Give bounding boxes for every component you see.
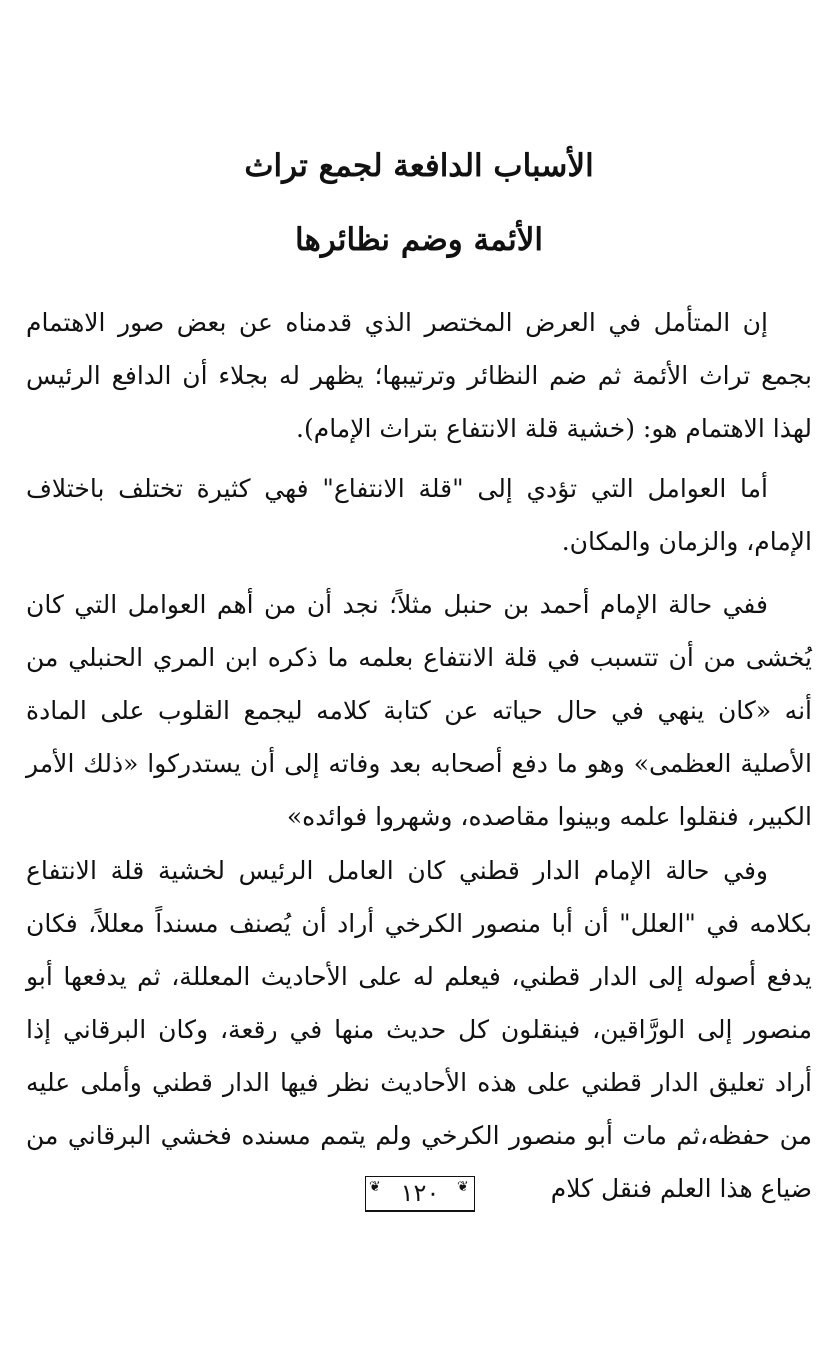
paragraph-3 xyxy=(26,578,812,843)
page-number: ١٢٠ xyxy=(400,1179,440,1207)
paragraph-4 xyxy=(26,844,812,1215)
section-title-line-1: الأسباب الدافعة لجمع تراث xyxy=(244,148,594,184)
paragraph-4-text: وفي حالة الإمام الدار قطني كان العامل الرئيس لخشية قلة الانتفاع بكلامه في "العلل" أن أبا منصور الكرخي أراد أن يُصنف مسنداً معللاً، فكان يدفع أصوله إلى الدار قطني، فيعلم له على الأحاديث المعللة، ثم يدفعها أبو منصور إلى الورَّاقين، فينقلون كل حديث منها في رقعة، وكان البرقاني إذا أراد تعليق الدار قطني على هذه الأحاديث نظر فيها الدار قطني وأملى عليه من حفظه،ثم مات أبو منصور الكرخي ولم يتمم مسنده فخشي البرقاني من ضياع هذا العلم فنقل كلام xyxy=(26,856,812,1203)
paragraph-2 xyxy=(26,462,812,568)
paragraph-3-text: ففي حالة الإمام أحمد بن حنبل مثلاً؛ نجد أن من أهم العوامل التي كان يُخشى من أن تتسبب في قلة الانتفاع بعلمه ما ذكره ابن المري الحنبلي من أنه «كان ينهي في حال حياته عن كتابة كلامه ليجمع القلوب على المادة الأصلية العظمى» وهو ما دفع أصحابه بعد وفاته إلى أن يستدركوا «ذلك الأمر الكبير، فنقلوا علمه وبينوا مقاصده، وشهروا فوائده» xyxy=(26,590,812,831)
floral-ornament-icon: ❦ xyxy=(369,1179,381,1195)
paragraph-1-text: إن المتأمل في العرض المختصر الذي قدمناه عن بعض صور الاهتمام بجمع تراث الأئمة ثم ضم النظائر وترتيبها؛ يظهر له بجلاء أن الدافع الرئيس لهذا الاهتمام هو: (خشية قلة الانتفاع بتراث الإمام). xyxy=(26,308,812,443)
paragraph-2-text: أما العوامل التي تؤدي إلى "قلة الانتفاع" فهي كثيرة تختلف باختلاف الإمام، والزمان والمكان. xyxy=(26,474,812,556)
floral-ornament-icon: ❦ xyxy=(457,1179,469,1195)
page-number-frame xyxy=(365,1176,475,1212)
section-title-line-2: الأئمة وضم نظائرها xyxy=(295,222,543,258)
paragraph-1 xyxy=(26,296,812,455)
